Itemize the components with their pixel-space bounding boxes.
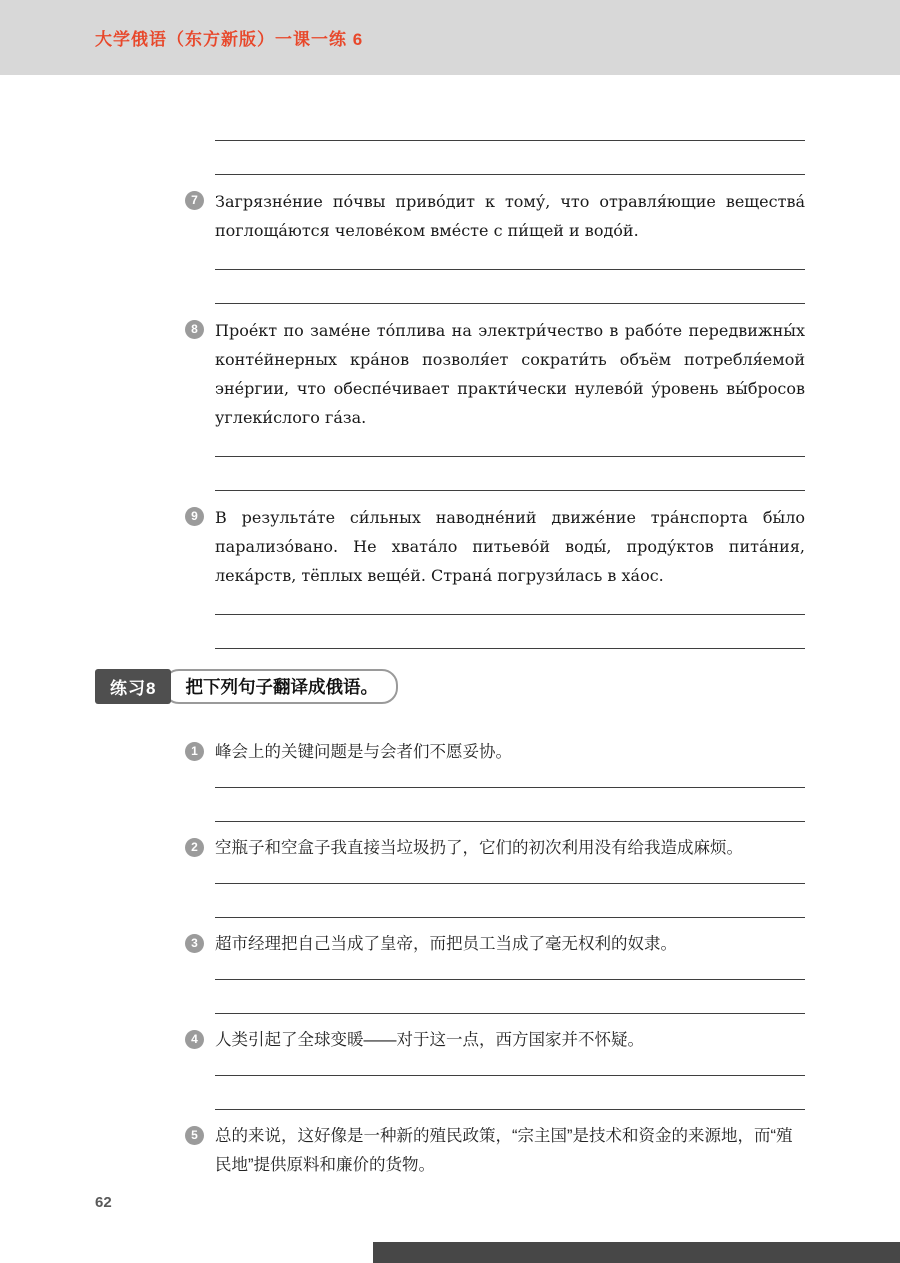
answer-lines <box>215 883 805 918</box>
answer-line <box>215 269 805 270</box>
answer-lines <box>215 140 805 175</box>
answer-line <box>215 979 805 980</box>
answer-lines <box>215 456 805 491</box>
item-text-chinese: 人类引起了全球变暖——对于这一点，西方国家并不怀疑。 <box>215 1031 644 1049</box>
answer-line <box>215 883 805 884</box>
item-text-chinese: 超市经理把自己当成了皇帝，而把员工当成了毫无权利的奴隶。 <box>215 935 677 953</box>
item-text-russian: Прое́кт по заме́не то́плива на электри́чество в рабо́те передвижны́х конте́йнерных кра́нов позволя́ет сократи́ть объём потребля́емой эне́ргии, что обеспе́чивает практи́чески нулево́й у́ровень вы́бросов углеки́слого га́за. <box>215 321 805 427</box>
exercise-item-9 <box>191 503 805 590</box>
exercise-label: 练习8 <box>95 669 171 704</box>
item-text-russian: Загрязне́ние по́чвы приво́дит к тому́, что отравля́ющие вещества́ поглоща́ются челове́ком вме́сте с пи́щей и водо́й. <box>215 192 805 240</box>
answer-lines <box>215 614 805 649</box>
page-content <box>0 140 900 1180</box>
answer-line <box>215 1075 805 1076</box>
answer-line <box>215 174 805 175</box>
answer-lines <box>215 269 805 304</box>
item-text-chinese: 空瓶子和空盒子我直接当垃圾扔了，它们的初次利用没有给我造成麻烦。 <box>215 839 743 857</box>
translation-item-1 <box>191 738 805 767</box>
header-band <box>0 0 900 75</box>
answer-line <box>215 140 805 141</box>
answer-line <box>215 787 805 788</box>
answer-line <box>215 303 805 304</box>
translation-item-2 <box>191 834 805 863</box>
footer-band <box>373 1242 900 1263</box>
item-number-badge: 3 <box>185 934 204 953</box>
exercise-item-7 <box>191 187 805 245</box>
translation-item-4 <box>191 1026 805 1055</box>
answer-line <box>215 614 805 615</box>
answer-lines <box>215 979 805 1014</box>
item-number-badge: 9 <box>185 507 204 526</box>
answer-lines <box>215 787 805 822</box>
answer-line <box>215 1109 805 1110</box>
item-number-badge: 7 <box>185 191 204 210</box>
answer-line <box>215 821 805 822</box>
item-number-badge: 2 <box>185 838 204 857</box>
translation-item-3 <box>191 930 805 959</box>
item-text-russian: В результа́те си́льных наводне́ний движе́ние тра́нспорта бы́ло парализо́вано. Не хвата́ло питьево́й воды́, проду́ктов пита́ния, лека́рств, тёплых веще́й. Страна́ погрузи́лась в ха́ос. <box>215 508 805 585</box>
item-number-badge: 5 <box>185 1126 204 1145</box>
item-text-chinese: 峰会上的关键问题是与会者们不愿妥协。 <box>215 743 512 761</box>
answer-line <box>215 1013 805 1014</box>
answer-lines <box>215 1075 805 1110</box>
answer-line <box>215 648 805 649</box>
answer-line <box>215 917 805 918</box>
book-title: 大学俄语（东方新版）一课一练 6 <box>95 30 364 49</box>
page-number: 62 <box>95 1194 112 1211</box>
exercise-instruction: 把下列句子翻译成俄语。 <box>163 669 398 704</box>
item-number-badge: 1 <box>185 742 204 761</box>
exercise-section-header <box>95 669 805 704</box>
exercise-item-8 <box>191 316 805 432</box>
answer-line <box>215 490 805 491</box>
item-number-badge: 4 <box>185 1030 204 1049</box>
translation-item-5 <box>191 1122 805 1180</box>
answer-line <box>215 456 805 457</box>
item-text-chinese: 总的来说，这好像是一种新的殖民政策，“宗主国”是技术和资金的来源地，而“殖民地”提供原料和廉价的货物。 <box>215 1127 793 1174</box>
item-number-badge: 8 <box>185 320 204 339</box>
